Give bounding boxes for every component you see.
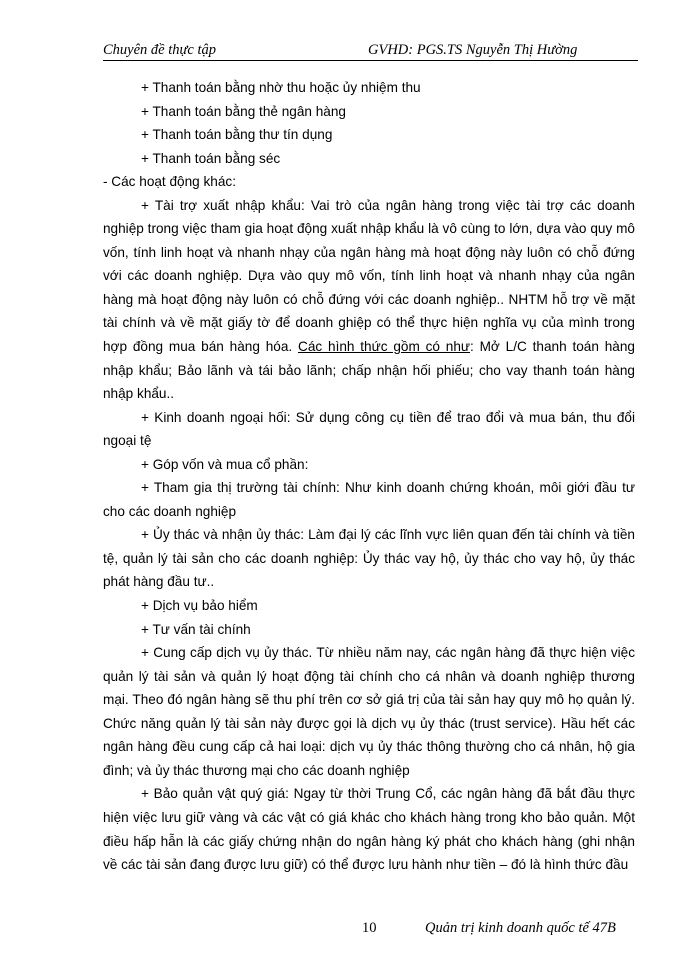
paragraph: + Dịch vụ bảo hiểm	[141, 598, 258, 614]
paragraph: + Ủy thác và nhận ủy thác: Làm đại lý các lĩnh vực liên quan đến tài chính và tiền tệ, quản lý tài sản cho các doanh nghiệp: Ủy thác vay hộ, ủy thác cho vay hộ, ủy thác phát hàng đầu tư..	[103, 527, 635, 590]
header-left-text: Chuyên đề thực tập	[103, 42, 217, 58]
paragraph-text: + Tài trợ xuất nhập khẩu: Vai trò của ngân hàng trong việc tài trợ các doanh nghiệp trong việc tham gia hoạt động xuất nhập khẩu là vô cùng to lớn, dựa vào quy mô vốn, tính linh hoạt và nhanh nhạy của ngân hàng mà hoạt động này luôn có chỗ đứng với các doanh nghiệp. Dựa vào quy mô vốn, tính linh hoạt và nhanh nhạy của ngân hàng mà hoạt động này luôn có chỗ đứng với các doanh nghiệp.. NHTM hỗ trợ về mặt tài chính và về mặt giấy tờ để doanh ghiệp có thể thực hiện nghĩa vụ của mình trong hợp đồng mua bán hàng hóa.	[103, 197, 635, 355]
paragraph: + Bảo quản vật quý giá: Ngay từ thời Trung Cổ, các ngân hàng đã bắt đầu thực hiện việc lưu giữ vàng và các vật có giá khác cho khách hàng trong kho bảo quản. Một điều hấp hẫn là các giấy chứng nhận do ngân hàng ký phát cho khách hàng (ghi nhận về các tài sản đang được lưu giữ) có thể được lưu hành như tiền – đó là hình thức đầu	[103, 786, 635, 873]
page-number: 10	[362, 920, 377, 936]
paragraph: + Tham gia thị trường tài chính: Như kinh doanh chứng khoán, môi giới đầu tư cho các doanh nghiệp	[103, 480, 635, 519]
footer-right-text: Quản trị kinh doanh quốc tế 47B	[425, 920, 616, 936]
paragraph: + Tư vấn tài chính	[141, 621, 251, 637]
header-right-text: GVHD: PGS.TS Nguyễn Thị Hường	[368, 42, 578, 58]
paragraph: + Thanh toán bằng thẻ ngân hàng	[141, 103, 346, 119]
paragraph: + Thanh toán bằng nhờ thu hoặc ủy nhiệm thu	[141, 80, 421, 95]
paragraph: + Góp vốn và mua cổ phần:	[141, 456, 309, 472]
page-body	[103, 76, 635, 877]
underlined-text: Các hình thức gồm có như	[298, 339, 470, 355]
paragraph: + Cung cấp dịch vụ ủy thác. Từ nhiều năm nay, các ngân hàng đã thực hiện việc quản lý tài sản và quản lý hoạt động tài chính cho cá nhân và doanh nghiệp thương mại. Theo đó ngân hàng sẽ thu phí trên cơ sở giá trị của tài sản hay quy mô họ quản lý. Chức năng quản lý tài sản này được gọi là dịch vụ ủy thác (trust service). Hầu hết các ngân hàng đều cung cấp cả hai loại: dịch vụ ủy thác thông thường cho cá nhân, hộ gia đình; và ủy thác thương mại cho các doanh nghiệp	[103, 645, 635, 778]
paragraph: + Thanh toán bằng thư tín dụng	[141, 127, 333, 143]
paragraph: + Kinh doanh ngoại hối: Sử dụng công cụ tiền để trao đổi và mua bán, thu đổi ngoại tệ	[103, 409, 635, 449]
paragraph	[103, 194, 635, 406]
paragraph: + Thanh toán bằng séc	[141, 150, 281, 166]
paragraph: - Các hoạt động khác:	[103, 174, 236, 190]
paragraph-text: : Mở L/C thanh toán hàng nhập khẩu; Bảo lãnh và tái bảo lãnh; chấp nhận hối phiếu; cho vay thanh toán hàng nhập khẩu..	[103, 339, 635, 402]
page-header	[103, 40, 638, 61]
